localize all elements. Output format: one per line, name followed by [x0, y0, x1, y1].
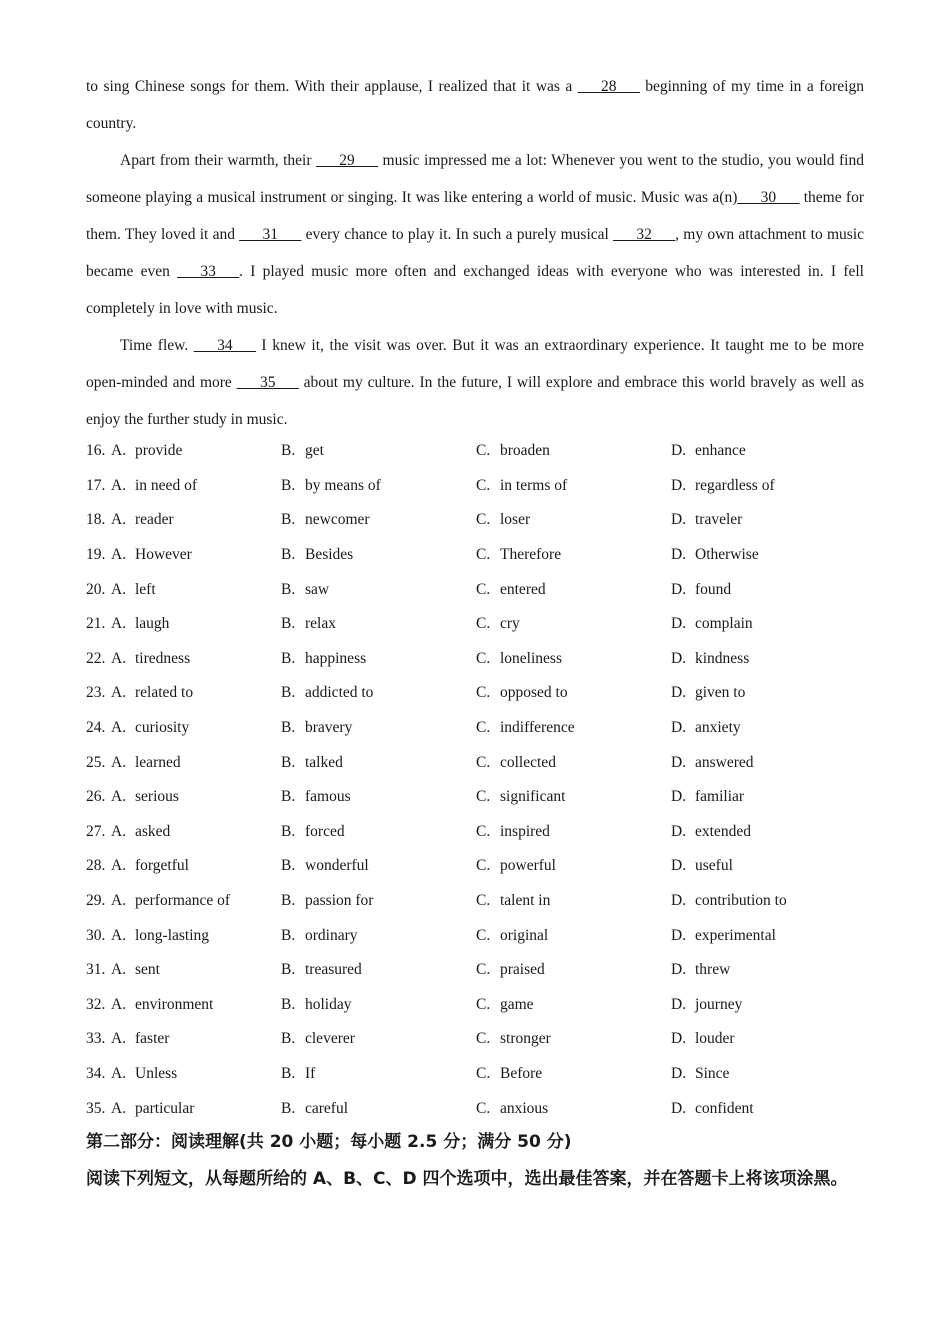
option-text: laugh	[135, 615, 170, 633]
option-text: environment	[135, 995, 214, 1013]
option-b	[281, 572, 476, 607]
question-number: 18.	[86, 511, 106, 529]
option-label: A.	[111, 857, 127, 875]
option-label: A.	[111, 822, 127, 840]
option-b	[281, 884, 476, 919]
option-label: A.	[111, 476, 127, 494]
option-label: A.	[111, 995, 127, 1013]
question-row	[86, 572, 871, 607]
option-text: contribution to	[695, 892, 787, 910]
option-label: C.	[476, 476, 491, 494]
option-text: learned	[135, 753, 181, 771]
question-number: 34.	[86, 1064, 106, 1082]
option-a	[86, 745, 281, 780]
option-label: A.	[111, 961, 127, 979]
option-label: D.	[671, 580, 687, 598]
option-text: curiosity	[135, 719, 190, 737]
option-label: B.	[281, 580, 296, 598]
option-text: in need of	[135, 476, 197, 494]
option-text: traveler	[695, 511, 743, 529]
option-text: collected	[500, 753, 556, 771]
option-text: answered	[695, 753, 754, 771]
option-b	[281, 642, 476, 677]
passage-paragraph-3: Time flew. ___34___ I knew it, the visit was over. But it was an extraordinary experience. It taught me to be more open-minded and more ___35___ about my culture. In the future, I will explore and embrace this world bravely as well as enjoy the further study in music.	[86, 337, 864, 428]
option-label: C.	[476, 580, 491, 598]
option-label: B.	[281, 857, 296, 875]
option-label: C.	[476, 442, 491, 460]
option-b	[281, 1057, 476, 1092]
option-a	[86, 607, 281, 642]
option-b	[281, 434, 476, 469]
option-a	[86, 1057, 281, 1092]
option-d	[671, 607, 871, 642]
option-text: powerful	[500, 857, 556, 875]
option-text: original	[500, 926, 549, 944]
question-options-table	[86, 434, 871, 1126]
option-d	[671, 572, 871, 607]
option-label: A.	[111, 442, 127, 460]
option-text: loneliness	[500, 649, 562, 667]
blank-28: ___28___	[577, 78, 640, 95]
option-text: by means of	[305, 476, 381, 494]
blank-29: ___29___	[316, 152, 378, 169]
option-text: experimental	[695, 926, 776, 944]
option-b	[281, 1091, 476, 1126]
option-c	[476, 849, 671, 884]
option-label: D.	[671, 1030, 687, 1048]
option-label: A.	[111, 1030, 127, 1048]
question-row	[86, 711, 871, 746]
question-row	[86, 1057, 871, 1092]
question-row	[86, 953, 871, 988]
blank-32: ___32___	[613, 226, 676, 243]
option-text: wonderful	[305, 857, 369, 875]
option-text: loser	[500, 511, 531, 529]
option-a	[86, 1022, 281, 1057]
option-label: D.	[671, 926, 687, 944]
option-text: ordinary	[305, 926, 358, 944]
option-b	[281, 607, 476, 642]
option-d	[671, 711, 871, 746]
question-number: 23.	[86, 684, 106, 702]
option-a	[86, 711, 281, 746]
option-label: B.	[281, 892, 296, 910]
option-text: particular	[135, 1099, 195, 1117]
option-label: B.	[281, 442, 296, 460]
option-label: D.	[671, 546, 687, 564]
cloze-passage	[86, 68, 864, 438]
option-label: B.	[281, 788, 296, 806]
option-c	[476, 538, 671, 573]
option-d	[671, 745, 871, 780]
option-d	[671, 676, 871, 711]
option-text: performance of	[135, 892, 231, 910]
option-b	[281, 676, 476, 711]
question-number: 29.	[86, 892, 106, 910]
option-d	[671, 815, 871, 850]
option-label: C.	[476, 892, 491, 910]
option-text: forgetful	[135, 857, 189, 875]
option-text: familiar	[695, 788, 745, 806]
option-d	[671, 884, 871, 919]
option-text: anxiety	[695, 719, 741, 737]
blank-30: ___30___	[737, 189, 800, 206]
option-text: Before	[500, 1064, 543, 1082]
blank-34: ___34___	[193, 337, 256, 354]
option-text: addicted to	[305, 684, 374, 702]
option-text: reader	[135, 511, 174, 529]
option-d	[671, 988, 871, 1023]
question-row	[86, 988, 871, 1023]
option-label: B.	[281, 1099, 296, 1117]
option-b	[281, 745, 476, 780]
question-number: 25.	[86, 753, 106, 771]
question-row	[86, 642, 871, 677]
option-label: A.	[111, 615, 127, 633]
option-label: C.	[476, 1030, 491, 1048]
option-label: D.	[671, 822, 687, 840]
option-label: D.	[671, 719, 687, 737]
option-text: related to	[135, 684, 194, 702]
option-text: relax	[305, 615, 336, 633]
option-label: B.	[281, 511, 296, 529]
option-a	[86, 572, 281, 607]
option-label: A.	[111, 546, 127, 564]
option-a	[86, 780, 281, 815]
option-label: A.	[111, 926, 127, 944]
option-label: C.	[476, 857, 491, 875]
question-number: 28.	[86, 857, 106, 875]
option-text: louder	[695, 1030, 735, 1048]
option-a	[86, 676, 281, 711]
option-label: D.	[671, 476, 687, 494]
option-label: A.	[111, 580, 127, 598]
option-text: praised	[500, 961, 545, 979]
option-label: C.	[476, 788, 491, 806]
option-text: left	[135, 580, 156, 598]
question-row	[86, 607, 871, 642]
option-a	[86, 1091, 281, 1126]
blank-35: ___35___	[236, 374, 299, 391]
question-row	[86, 849, 871, 884]
option-label: D.	[671, 788, 687, 806]
option-label: D.	[671, 1064, 687, 1082]
option-label: C.	[476, 961, 491, 979]
question-number: 35.	[86, 1099, 106, 1117]
option-b	[281, 849, 476, 884]
option-a	[86, 849, 281, 884]
option-c	[476, 434, 671, 469]
option-label: A.	[111, 1099, 127, 1117]
option-text: indifference	[500, 719, 575, 737]
option-d	[671, 503, 871, 538]
option-text: long-lasting	[135, 926, 210, 944]
question-number: 24.	[86, 719, 106, 737]
option-text: kindness	[695, 649, 750, 667]
option-text: significant	[500, 788, 566, 806]
option-label: A.	[111, 1064, 127, 1082]
option-b	[281, 918, 476, 953]
question-row	[86, 1091, 871, 1126]
option-text: given to	[695, 684, 746, 702]
option-text: If	[305, 1064, 316, 1082]
option-label: B.	[281, 753, 296, 771]
option-text: saw	[305, 580, 330, 598]
option-d	[671, 538, 871, 573]
option-text: Since	[695, 1064, 730, 1082]
option-label: C.	[476, 1064, 491, 1082]
option-label: B.	[281, 719, 296, 737]
option-text: Otherwise	[695, 546, 759, 564]
option-text: bravery	[305, 719, 353, 737]
question-number: 22.	[86, 649, 106, 667]
option-label: C.	[476, 615, 491, 633]
option-text: inspired	[500, 822, 550, 840]
question-row	[86, 538, 871, 573]
question-number: 19.	[86, 546, 106, 564]
option-text: regardless of	[695, 476, 775, 494]
option-c	[476, 884, 671, 919]
question-row	[86, 745, 871, 780]
question-number: 30.	[86, 926, 106, 944]
option-c	[476, 503, 671, 538]
option-text: threw	[695, 961, 731, 979]
passage-paragraph-2: Apart from their warmth, their ___29___ music impressed me a lot: Whenever you went to the studio, you would find someone playing a musical instrument or singing. It was like entering a world of music. Music was a(n)___30___ theme for them. They loved it and ___31___ every chance to play it. In such a purely musical ___32___, my own attachment to music became even ___33___. I played music more often and exchanged ideas with everyone who was interested in. I fell completely in love with music.	[86, 152, 864, 317]
option-c	[476, 676, 671, 711]
option-a	[86, 469, 281, 504]
option-text: provide	[135, 442, 183, 460]
option-text: forced	[305, 822, 345, 840]
option-label: B.	[281, 615, 296, 633]
option-text: found	[695, 580, 732, 598]
option-b	[281, 815, 476, 850]
option-label: D.	[671, 442, 687, 460]
option-text: Besides	[305, 546, 354, 564]
option-label: B.	[281, 1064, 296, 1082]
option-d	[671, 434, 871, 469]
option-text: talked	[305, 753, 343, 771]
option-c	[476, 953, 671, 988]
option-d	[671, 780, 871, 815]
option-label: A.	[111, 753, 127, 771]
option-label: C.	[476, 719, 491, 737]
option-b	[281, 469, 476, 504]
option-text: cry	[500, 615, 520, 633]
option-a	[86, 434, 281, 469]
option-a	[86, 503, 281, 538]
option-label: A.	[111, 649, 127, 667]
option-label: B.	[281, 684, 296, 702]
option-d	[671, 642, 871, 677]
option-a	[86, 988, 281, 1023]
option-c	[476, 988, 671, 1023]
option-c	[476, 1091, 671, 1126]
option-label: B.	[281, 822, 296, 840]
question-row	[86, 676, 871, 711]
option-label: C.	[476, 546, 491, 564]
option-text: holiday	[305, 995, 352, 1013]
question-number: 20.	[86, 580, 106, 598]
option-c	[476, 642, 671, 677]
option-a	[86, 815, 281, 850]
option-label: B.	[281, 1030, 296, 1048]
question-number: 21.	[86, 615, 106, 633]
option-text: talent in	[500, 892, 551, 910]
option-text: get	[305, 442, 324, 460]
question-row	[86, 503, 871, 538]
option-label: A.	[111, 892, 127, 910]
option-text: opposed to	[500, 684, 568, 702]
option-label: B.	[281, 961, 296, 979]
option-label: B.	[281, 649, 296, 667]
option-text: complain	[695, 615, 753, 633]
option-d	[671, 1022, 871, 1057]
option-d	[671, 1057, 871, 1092]
option-c	[476, 1057, 671, 1092]
option-text: tiredness	[135, 649, 191, 667]
question-number: 26.	[86, 788, 106, 806]
option-d	[671, 469, 871, 504]
option-text: newcomer	[305, 511, 370, 529]
option-label: B.	[281, 476, 296, 494]
option-text: confident	[695, 1099, 754, 1117]
option-label: D.	[671, 1099, 687, 1117]
option-text: journey	[695, 995, 743, 1013]
option-text: serious	[135, 788, 179, 806]
option-c	[476, 711, 671, 746]
option-text: faster	[135, 1030, 170, 1048]
blank-33: ___33___	[177, 263, 240, 280]
question-number: 32.	[86, 995, 106, 1013]
option-text: useful	[695, 857, 733, 875]
question-row	[86, 780, 871, 815]
option-label: D.	[671, 753, 687, 771]
question-row	[86, 469, 871, 504]
option-text: treasured	[305, 961, 362, 979]
question-number: 31.	[86, 961, 106, 979]
option-text: careful	[305, 1099, 349, 1117]
option-label: C.	[476, 822, 491, 840]
option-label: D.	[671, 684, 687, 702]
option-c	[476, 780, 671, 815]
question-number: 33.	[86, 1030, 106, 1048]
option-d	[671, 849, 871, 884]
option-a	[86, 642, 281, 677]
option-c	[476, 572, 671, 607]
option-text: extended	[695, 822, 751, 840]
option-b	[281, 988, 476, 1023]
option-label: D.	[671, 649, 687, 667]
option-label: D.	[671, 615, 687, 633]
option-label: D.	[671, 857, 687, 875]
option-c	[476, 1022, 671, 1057]
option-text: entered	[500, 580, 546, 598]
option-label: B.	[281, 995, 296, 1013]
section-instructions: 阅读下列短文，从每题所给的 A、B、C、D 四个选项中，选出最佳答案，并在答题卡上将该项涂黑。	[86, 1169, 848, 1189]
option-c	[476, 745, 671, 780]
option-label: A.	[111, 719, 127, 737]
question-row	[86, 434, 871, 469]
question-row	[86, 884, 871, 919]
option-c	[476, 815, 671, 850]
option-b	[281, 503, 476, 538]
option-b	[281, 538, 476, 573]
option-label: C.	[476, 995, 491, 1013]
option-label: D.	[671, 995, 687, 1013]
option-text: passion for	[305, 892, 374, 910]
option-a	[86, 884, 281, 919]
option-c	[476, 607, 671, 642]
option-text: asked	[135, 822, 171, 840]
section-heading: 第二部分：阅读理解(共 20 小题；每小题 2.5 分；满分 50 分)	[86, 1132, 572, 1152]
option-label: A.	[111, 684, 127, 702]
option-label: B.	[281, 546, 296, 564]
option-b	[281, 780, 476, 815]
option-d	[671, 1091, 871, 1126]
option-label: C.	[476, 649, 491, 667]
option-text: stronger	[500, 1030, 551, 1048]
option-label: A.	[111, 788, 127, 806]
question-row	[86, 1022, 871, 1057]
option-text: enhance	[695, 442, 746, 460]
option-a	[86, 953, 281, 988]
option-text: in terms of	[500, 476, 568, 494]
option-d	[671, 953, 871, 988]
option-b	[281, 711, 476, 746]
question-row	[86, 918, 871, 953]
blank-31: ___31___	[239, 226, 302, 243]
option-b	[281, 1022, 476, 1057]
option-a	[86, 538, 281, 573]
option-text: anxious	[500, 1099, 549, 1117]
question-row	[86, 815, 871, 850]
option-text: However	[135, 546, 192, 564]
option-text: broaden	[500, 442, 550, 460]
option-label: A.	[111, 511, 127, 529]
option-a	[86, 918, 281, 953]
option-b	[281, 953, 476, 988]
option-label: C.	[476, 1099, 491, 1117]
option-label: B.	[281, 926, 296, 944]
option-text: Therefore	[500, 546, 562, 564]
option-label: D.	[671, 892, 687, 910]
option-label: C.	[476, 926, 491, 944]
option-text: cleverer	[305, 1030, 355, 1048]
option-text: happiness	[305, 649, 367, 667]
option-d	[671, 918, 871, 953]
option-text: sent	[135, 961, 160, 979]
option-label: C.	[476, 684, 491, 702]
option-text: Unless	[135, 1064, 178, 1082]
question-number: 16.	[86, 442, 106, 460]
question-number: 17.	[86, 476, 106, 494]
option-c	[476, 918, 671, 953]
option-c	[476, 469, 671, 504]
option-label: C.	[476, 511, 491, 529]
option-label: C.	[476, 753, 491, 771]
option-label: D.	[671, 961, 687, 979]
passage-paragraph-1: to sing Chinese songs for them. With their applause, I realized that it was a ___28___ beginning of my time in a foreign country.	[86, 78, 864, 132]
option-text: famous	[305, 788, 351, 806]
question-number: 27.	[86, 822, 106, 840]
option-label: D.	[671, 511, 687, 529]
section-two	[86, 1124, 866, 1198]
option-text: game	[500, 995, 534, 1013]
